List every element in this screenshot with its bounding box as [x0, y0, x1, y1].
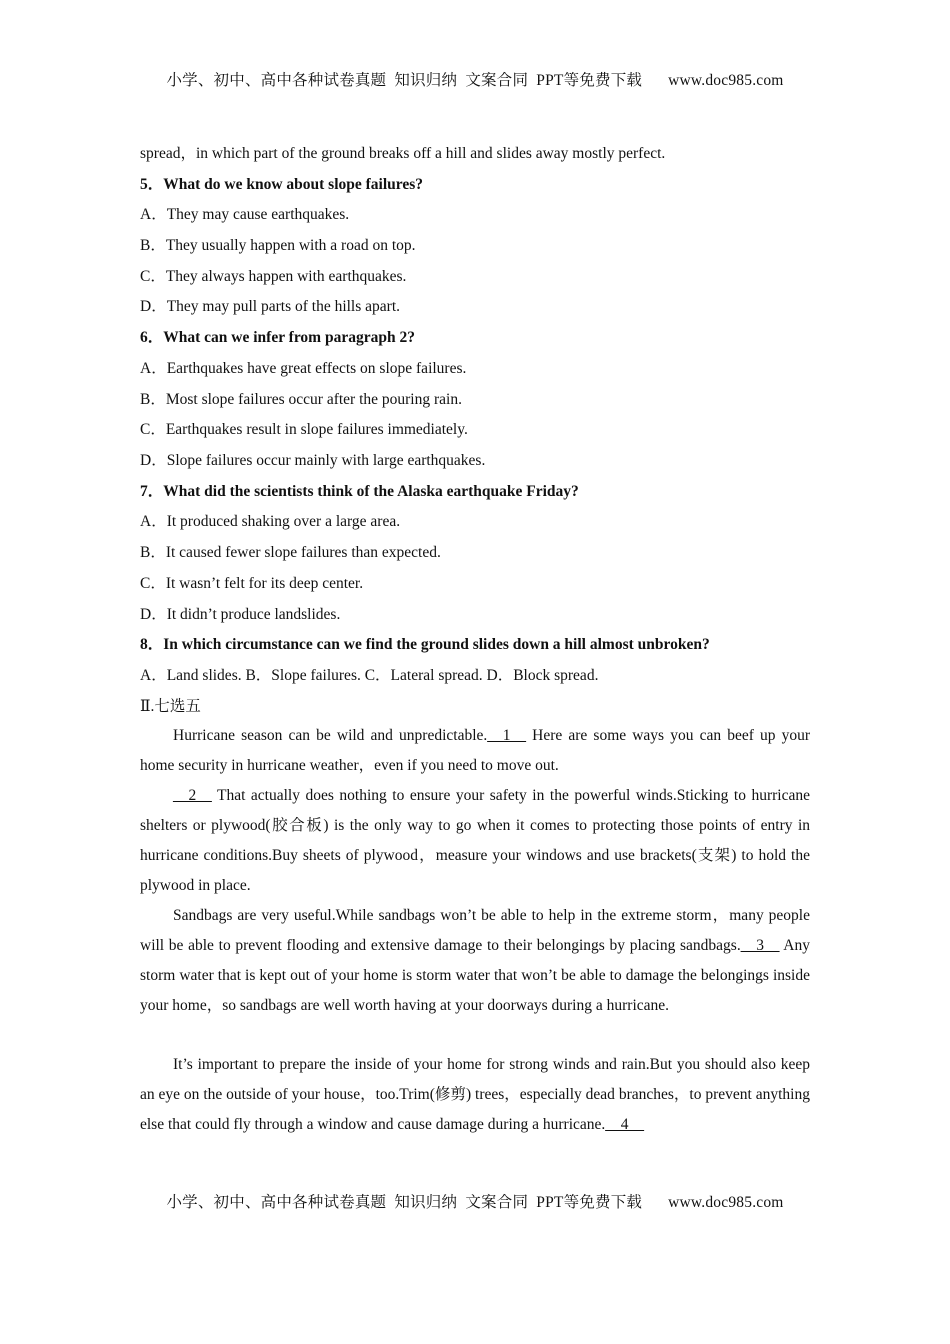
page-footer	[0, 1190, 950, 1212]
option-7b: B．It caused fewer slope failures than expected.	[140, 544, 441, 561]
option-7d: D．It didn’t produce landslides.	[140, 606, 341, 623]
passage-tail-line: spread，in which part of the ground breaks off a hill and slides away mostly perfect.	[140, 145, 666, 162]
paragraph-1	[140, 721, 810, 781]
options-8: A．Land slides. B．Slope failures. C．Lateral spread. D．Block spread.	[140, 667, 599, 684]
blank-2: __2__	[173, 787, 212, 804]
paragraph-4	[140, 1050, 810, 1140]
question-5: 5．What do we know about slope failures?	[140, 176, 424, 193]
option-5c: C．They always happen with earthquakes.	[140, 268, 407, 285]
footer-text: 小学、初中、高中各种试卷真题 知识归纳 文案合同 PPT等免费下载	[166, 1194, 643, 1211]
page-header	[0, 68, 950, 90]
paragraph-3-text-b: Any storm water that is kept out of your home is storm water that won’t be able to damage the belongings inside your home，so sandbags are well worth having at your doorways during a hurricane.	[140, 937, 810, 1014]
question-8: 8．In which circumstance can we find the ground slides down a hill almost unbroken?	[140, 636, 710, 653]
option-6d: D．Slope failures occur mainly with large earthquakes.	[140, 452, 486, 469]
blank-4: __4__	[605, 1116, 645, 1133]
paragraph-3-text-a: Sandbags are very useful.While sandbags won’t be able to help in the extreme storm，many people will be able to prevent flooding and extensive damage to their belongings by placing sandbags.	[140, 907, 810, 954]
option-5b: B．They usually happen with a road on top.	[140, 237, 416, 254]
option-5a: A．They may cause earthquakes.	[140, 206, 350, 223]
option-6b: B．Most slope failures occur after the pouring rain.	[140, 391, 462, 408]
option-6c: C．Earthquakes result in slope failures immediately.	[140, 421, 468, 438]
option-7c: C．It wasn’t felt for its deep center.	[140, 575, 364, 592]
footer-site-link[interactable]: www.doc985.com	[668, 1194, 784, 1211]
paragraph-4-text-a: It’s important to prepare the inside of your home for strong winds and rain.But you should also keep an eye on the outside of your house，too.Trim(修剪) trees，especially dead branches，to prevent anything else that could fly through a window and cause damage during a hurricane.	[140, 1056, 810, 1133]
header-site-link[interactable]: www.doc985.com	[668, 72, 784, 89]
question-7: 7．What did the scientists think of the Alaska earthquake Friday?	[140, 483, 579, 500]
header-text: 小学、初中、高中各种试卷真题 知识归纳 文案合同 PPT等免费下载	[166, 72, 643, 89]
paragraph-2	[140, 781, 810, 901]
section-heading: Ⅱ.七选五	[140, 698, 201, 715]
paragraph-1-text-a: Hurricane season can be wild and unpredictable.	[173, 727, 488, 744]
paragraph-2-text-b: That actually does nothing to ensure your safety in the powerful winds.Sticking to hurricane shelters or plywood(胶合板) is the only way to go when it comes to protecting those points of entry in hurricane conditions.Buy sheets of plywood，measure your windows and use brackets(支架) to hold the plywood in place.	[140, 787, 810, 894]
question-6: 6．What can we infer from paragraph 2?	[140, 329, 415, 346]
blank-3: __3__	[740, 937, 780, 954]
option-6a: A．Earthquakes have great effects on slope failures.	[140, 360, 467, 377]
paragraph-1-text-b: Here are some ways you can beef up your home security in hurricane weather，even if you need to move out.	[140, 727, 811, 774]
blank-1: __1__	[487, 727, 527, 744]
option-5d: D．They may pull parts of the hills apart.	[140, 298, 400, 315]
option-7a: A．It produced shaking over a large area.	[140, 513, 401, 530]
paragraph-3	[140, 901, 810, 1021]
